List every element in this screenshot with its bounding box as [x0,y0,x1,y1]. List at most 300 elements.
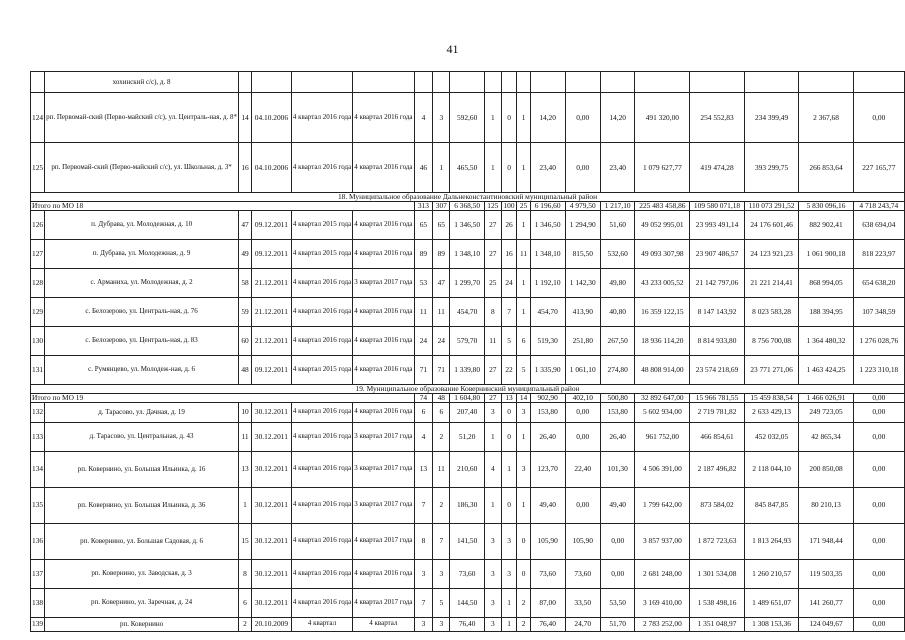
table-row [31,588,905,617]
table-cell: 0,00 [565,402,600,422]
quarter-cell [291,72,352,93]
table-cell: 1 [517,422,530,451]
quarter-cell: 4 квартал 2017 года [353,588,414,617]
table-cell: 251,80 [565,326,600,355]
table-cell: 4 506 391,00 [635,451,690,487]
table-cell: 1 348,10 [450,239,485,268]
address-cell: д. Тарасово, ул. Центральная, д. 43 [45,422,239,451]
table-cell: 1 [484,487,501,523]
table-cell: 13 [239,451,252,487]
table-cell: 30.12.2011 [251,451,291,487]
table-cell: 144,50 [450,588,485,617]
table-cell [450,72,485,93]
total-cell: 1 466 026,91 [799,393,853,402]
table-cell: 200 850,08 [799,451,853,487]
table-cell: 1 308 153,36 [744,617,799,631]
table-cell: 1 [517,487,530,523]
table-cell: 33,50 [565,588,600,617]
table-cell: 48 808 914,00 [635,355,690,384]
table-cell: 11 [433,297,450,326]
row-number-cell: 130 [31,326,45,355]
table-cell: 10 [239,402,252,422]
table-cell: 227 165,77 [853,143,904,193]
table-cell: 04.10.2006 [251,143,291,193]
total-cell: 902,90 [530,393,565,402]
row-number-cell: 132 [31,402,45,422]
address-cell: рп. Первомай-ский (Перво-майский с/с), ул. Школьная, д. 3* [45,143,239,193]
table-cell: 107 348,59 [853,297,904,326]
table-cell: 21.12.2011 [251,326,291,355]
table-cell: 0 [501,143,517,193]
table-cell: 43 233 005,52 [635,268,690,297]
total-cell: 15 459 838,54 [744,393,799,402]
table-cell: 1 [501,588,517,617]
table-cell: 47 [239,210,252,239]
total-cell: 15 966 781,55 [690,393,744,402]
quarter-cell: 4 квартал 2016 года [291,588,352,617]
table-cell: 654 638,20 [853,268,904,297]
table-cell: 124 049,67 [799,617,853,631]
table-cell: 1 364 480,32 [799,326,853,355]
table-cell: 1 061,10 [565,355,600,384]
table-cell: 8 147 143,92 [690,297,744,326]
table-cell [239,72,252,93]
quarter-cell: 4 квартал 2016 года [353,93,414,143]
table-cell: 519,30 [530,326,565,355]
row-number-cell: 137 [31,559,45,588]
table-cell: 491 320,00 [635,93,690,143]
table-cell: 1 799 642,00 [635,487,690,523]
table-cell: 3 [501,559,517,588]
table-cell: 09.12.2011 [251,210,291,239]
table-cell: 40,80 [600,297,635,326]
table-cell: 22,40 [565,451,600,487]
table-cell: 8 [239,559,252,588]
total-cell: 6 196,60 [530,201,565,210]
table-cell: 51,20 [450,422,485,451]
table-row [31,210,905,239]
table-cell: 1 [517,143,530,193]
row-number-cell: 139 [31,617,45,631]
table-cell: 21 221 214,41 [744,268,799,297]
table-cell: 1 339,80 [450,355,485,384]
total-cell: 27 [484,393,501,402]
address-cell: рп. Первомай-ский (Перво-майский с/с), ул. Централь-ная, д. 8* [45,93,239,143]
table-cell: 1 [433,143,450,193]
table-cell: 3 [484,588,501,617]
quarter-cell: 3 квартал 2017 года [353,268,414,297]
table-cell: 961 752,00 [635,422,690,451]
table-cell: 49 052 995,01 [635,210,690,239]
table-cell: 26 [501,210,517,239]
table-cell: 0,00 [565,143,600,193]
table-cell: 8 814 933,80 [690,326,744,355]
table-cell: 27 [484,210,501,239]
table-cell: 0,00 [565,422,600,451]
table-cell: 3 [484,559,501,588]
table-cell: 48 [239,355,252,384]
table-cell: 30.12.2011 [251,487,291,523]
table-row [31,93,905,143]
table-cell: 210,60 [450,451,485,487]
table-cell: 2 [433,487,450,523]
table-cell: 24 [501,268,517,297]
table-row [31,297,905,326]
table-cell [635,72,690,93]
table-row [31,523,905,559]
row-number-cell [31,72,45,93]
row-number-cell: 128 [31,268,45,297]
table-cell: 1 335,90 [530,355,565,384]
table-cell: 7 [433,523,450,559]
table-cell: 4 [414,422,433,451]
quarter-cell: 4 квартал 2016 года [291,268,352,297]
address-cell: с. Белозерово, ул. Централь-ная, д. 76 [45,297,239,326]
table-cell [853,72,904,93]
row-number-cell: 127 [31,239,45,268]
table-cell: 868 994,05 [799,268,853,297]
table-cell [517,72,530,93]
table-cell: 23,40 [600,143,635,193]
table-cell: 0,00 [600,559,635,588]
table-cell: 24 [414,326,433,355]
quarter-cell: 3 квартал 2017 года [353,487,414,523]
table-row [31,402,905,422]
table-cell: 23,40 [530,143,565,193]
address-cell: рп. Ковернино, ул. Большая Садовая, д. 6 [45,523,239,559]
total-cell: 0,00 [853,393,904,402]
page-number: 41 [446,42,459,56]
table-cell: 3 [433,559,450,588]
total-cell: 48 [433,393,450,402]
table-cell: 24 176 601,46 [744,210,799,239]
table-cell: 3 [501,523,517,559]
quarter-cell: 4 квартал 2016 года [353,326,414,355]
total-cell: 125 [484,201,501,210]
table-cell: 0,00 [853,451,904,487]
table-cell: 105,90 [530,523,565,559]
table-cell: 8 [484,297,501,326]
table-cell: 171 948,44 [799,523,853,559]
total-cell: 4 718 243,74 [853,201,904,210]
table-cell: 3 [484,402,501,422]
quarter-cell: 4 квартал 2016 года [353,355,414,384]
table-row [31,239,905,268]
table-cell: 0,00 [853,617,904,631]
table-cell: 186,30 [450,487,485,523]
table-cell: 23 907 486,57 [690,239,744,268]
table-cell: 0,00 [853,402,904,422]
total-cell: 74 [414,393,433,402]
quarter-cell: 4 квартал 2016 года [291,487,352,523]
total-cell: 13 [501,393,517,402]
table-cell: 11 [517,239,530,268]
table-cell: 1 301 534,08 [690,559,744,588]
table-cell: 22 [501,355,517,384]
table-cell: 6 [414,402,433,422]
table-cell: 20.10.2009 [251,617,291,631]
table-cell: 592,60 [450,93,485,143]
quarter-cell: 4 квартал 2016 года [353,210,414,239]
table-cell: 1 [484,422,501,451]
table-cell: 3 [484,617,501,631]
table-cell: 1 [501,617,517,631]
table-cell: 16 359 122,15 [635,297,690,326]
total-cell: 6 368,50 [450,201,485,210]
quarter-cell: 4 квартал [353,617,414,631]
table-cell: 1 223 310,18 [853,355,904,384]
table-cell: 46 [414,143,433,193]
table-cell: 234 399,49 [744,93,799,143]
quarter-cell: 4 квартал 2015 года [291,355,352,384]
table-cell: 16 [239,143,252,193]
table-cell: 1 061 900,18 [799,239,853,268]
table-cell: 8 756 700,08 [744,326,799,355]
table-cell: 1 294,90 [565,210,600,239]
table-cell: 25 [484,268,501,297]
table-cell [565,72,600,93]
address-cell: с. Румянцево, ул. Молодеж-ная, д. 6 [45,355,239,384]
quarter-cell: 4 квартал 2015 года [291,239,352,268]
table-cell [414,72,433,93]
table-cell: 60 [239,326,252,355]
table-cell: 266 853,64 [799,143,853,193]
table-cell: 1 [517,297,530,326]
table-cell: 0 [517,523,530,559]
table-cell: 0 [501,402,517,422]
table-cell: 105,90 [565,523,600,559]
table-cell: 0,00 [853,487,904,523]
total-cell: 110 073 291,52 [744,201,799,210]
table-cell: 0,00 [600,523,635,559]
table-row [31,268,905,297]
table-cell [501,72,517,93]
table-cell: 465,50 [450,143,485,193]
table-cell: 882 902,41 [799,210,853,239]
total-cell: 5 830 096,16 [799,201,853,210]
total-cell: 225 483 458,86 [635,201,690,210]
table-cell: 49,40 [530,487,565,523]
table-cell [484,72,501,93]
quarter-cell: 4 квартал 2016 года [353,559,414,588]
table-cell: 8 023 583,28 [744,297,799,326]
total-cell: 402,10 [565,393,600,402]
total-cell: 4 979,50 [565,201,600,210]
table-cell: 0 [517,559,530,588]
table-cell: 0 [501,422,517,451]
table-cell: 2 [517,617,530,631]
table-cell: 3 [517,451,530,487]
table-cell: 3 857 937,00 [635,523,690,559]
table-cell: 80 210,13 [799,487,853,523]
table-cell: 188 394,95 [799,297,853,326]
table-cell: 26,40 [600,422,635,451]
total-label: Итого по МО 18 [31,201,415,210]
table-cell: 6 [517,326,530,355]
row-number-cell: 135 [31,487,45,523]
table-cell [690,72,744,93]
table-cell: 27 [484,355,501,384]
total-cell: 500,80 [600,393,635,402]
table-cell: 23 574 218,69 [690,355,744,384]
table-cell: 532,60 [600,239,635,268]
table-cell: 1 276 028,76 [853,326,904,355]
table-cell: 2 633 429,13 [744,402,799,422]
table-cell: 1 [517,268,530,297]
table-cell: 73,60 [530,559,565,588]
total-cell: 14 [517,393,530,402]
table-row [31,617,905,631]
table-cell: 3 [484,523,501,559]
table-cell: 3 [433,93,450,143]
quarter-cell: 4 квартал 2016 года [353,402,414,422]
table-cell: 4 [484,451,501,487]
total-cell: 32 892 647,00 [635,393,690,402]
quarter-cell: 4 квартал 2016 года [353,297,414,326]
table-cell: 21.12.2011 [251,297,291,326]
table-cell: 2 719 781,82 [690,402,744,422]
table-cell: 1 346,50 [530,210,565,239]
address-cell: п. Дубрава, ул. Молодежная, д. 9 [45,239,239,268]
table-cell: 6 [239,588,252,617]
table-cell: 24,70 [565,617,600,631]
quarter-cell: 4 квартал 2016 года [291,451,352,487]
section-header-row [31,384,905,393]
row-number-cell: 129 [31,297,45,326]
table-cell: 14 [239,93,252,143]
address-cell: рп. Ковернино, ул. Заводская, д. 3 [45,559,239,588]
table-cell: 0,00 [853,523,904,559]
table-cell: 818 223,97 [853,239,904,268]
table-cell: 51,60 [600,210,635,239]
table-cell: 1 [239,487,252,523]
table-cell: 11 [414,297,433,326]
table-cell: 65 [414,210,433,239]
quarter-cell: 3 квартал 2017 года [353,451,414,487]
table-cell: 73,60 [565,559,600,588]
total-label: Итого по МО 19 [31,393,415,402]
table-cell: 5 602 934,00 [635,402,690,422]
table-cell: 845 847,85 [744,487,799,523]
table-cell: 119 503,35 [799,559,853,588]
row-number-cell: 124 [31,93,45,143]
housing-register-table [30,71,905,632]
table-cell: 71 [433,355,450,384]
table-cell: 49 [239,239,252,268]
table-cell: 3 [517,402,530,422]
table-cell: 0,00 [853,93,904,143]
table-cell: 1 351 048,97 [690,617,744,631]
row-number-cell: 131 [31,355,45,384]
row-number-cell: 125 [31,143,45,193]
address-cell: с. Белозерово, ул. Централь-ная, д. 83 [45,326,239,355]
quarter-cell: 4 квартал 2015 года [291,210,352,239]
table-cell: 49,80 [600,268,635,297]
quarter-cell [353,72,414,93]
quarter-cell: 4 квартал 2016 года [353,239,414,268]
table-cell: 579,70 [450,326,485,355]
table-cell: 393 299,75 [744,143,799,193]
table-cell: 1 489 651,07 [744,588,799,617]
table-cell: 51,70 [600,617,635,631]
table-cell: 5 [433,588,450,617]
table-cell: 13 [414,451,433,487]
table-cell: 49 093 307,98 [635,239,690,268]
table-cell: 21.12.2011 [251,268,291,297]
table-cell: 153,80 [530,402,565,422]
table-cell: 30.12.2011 [251,523,291,559]
total-cell: 1 604,80 [450,393,485,402]
table-cell: 15 [239,523,252,559]
table-cell: 0,00 [565,93,600,143]
section-title: 18. Муниципальное образование Дальнеконстантиновский муниципальный район [31,193,905,202]
table-cell: 26,40 [530,422,565,451]
table-cell: 413,90 [565,297,600,326]
table-cell: 1 463 424,25 [799,355,853,384]
table-cell: 11 [433,451,450,487]
table-row [31,143,905,193]
table-cell: 0,00 [565,487,600,523]
table-cell: 27 [484,239,501,268]
table-cell: 1 [484,143,501,193]
table-cell: 49,40 [600,487,635,523]
table-cell: 47 [433,268,450,297]
table-cell: 09.12.2011 [251,355,291,384]
row-number-cell: 134 [31,451,45,487]
table-cell: 76,40 [530,617,565,631]
table-cell: 5 [501,326,517,355]
table-row [31,72,905,93]
table-cell: 5 [517,355,530,384]
total-cell: 109 580 071,18 [690,201,744,210]
table-cell: 8 [414,523,433,559]
table-cell: 23 993 491,14 [690,210,744,239]
table-cell: 1 346,50 [450,210,485,239]
table-cell: 141,50 [450,523,485,559]
table-cell: 1 348,10 [530,239,565,268]
table-cell: 73,60 [450,559,485,588]
row-number-cell: 133 [31,422,45,451]
total-cell: 25 [517,201,530,210]
address-cell: рп. Ковернино [45,617,239,631]
address-cell: рп. Ковернино, ул. Большая Ильинка, д. 36 [45,487,239,523]
total-cell: 307 [433,201,450,210]
table-cell: 7 [414,487,433,523]
section-header-row [31,193,905,202]
table-cell: 30.12.2011 [251,588,291,617]
address-cell: с. Арманиха, ул. Молодежная, д. 2 [45,268,239,297]
total-row [31,393,905,402]
table-cell: 4 [414,93,433,143]
table-cell: 1 813 264,93 [744,523,799,559]
row-number-cell: 138 [31,588,45,617]
table-cell: 141 260,77 [799,588,853,617]
table-cell: 14,20 [530,93,565,143]
quarter-cell: 4 квартал 2016 года [291,143,352,193]
table-cell: 466 854,61 [690,422,744,451]
table-cell: 2 681 248,00 [635,559,690,588]
table-cell: 454,70 [530,297,565,326]
address-cell: хохинский с/с), д. 8 [45,72,239,93]
table-cell: 1 299,70 [450,268,485,297]
address-cell: д. Тарасово, ул. Дачная, д. 19 [45,402,239,422]
table-cell [251,72,291,93]
table-cell: 1 [517,93,530,143]
table-cell: 254 552,83 [690,93,744,143]
address-cell: рп. Ковернино, ул. Заречная, д. 24 [45,588,239,617]
table-cell: 16 [501,239,517,268]
total-cell: 313 [414,201,433,210]
